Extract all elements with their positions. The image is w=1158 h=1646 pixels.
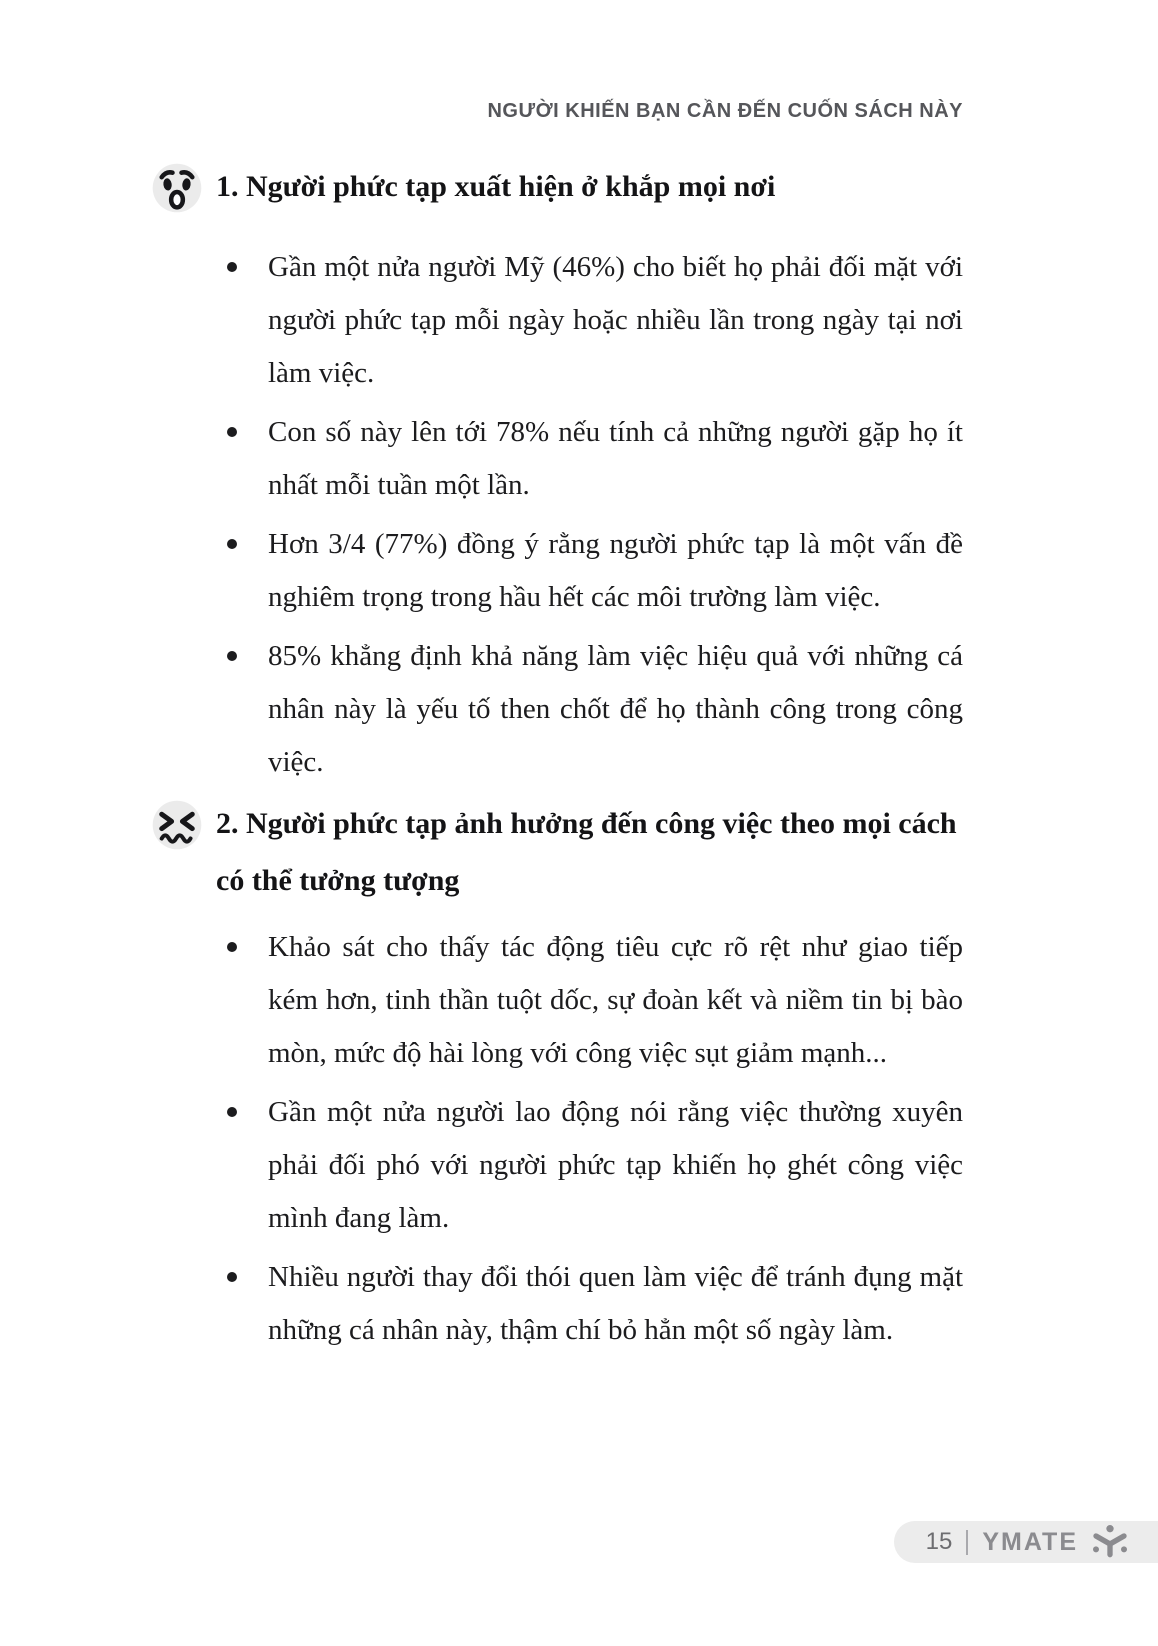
bullet-item: Khảo sát cho thấy tác động tiêu cực rõ rệt như giao tiếp kém hơn, tinh thần tuột dốc, sự đoàn kết và niềm tin bị bào mòn, mức độ hài lòng với công việc sụt giảm mạnh...	[150, 921, 963, 1080]
section-2-title-row	[150, 795, 963, 909]
bullet-item: Gần một nửa người Mỹ (46%) cho biết họ phải đối mặt với người phức tạp mỗi ngày hoặc nhiều lần trong ngày tại nơi làm việc.	[150, 241, 963, 400]
running-head: NGƯỜI KHIẾN BẠN CẦN ĐẾN CUỐN SÁCH NÀY	[487, 100, 963, 122]
section-1	[150, 158, 963, 789]
footer-divider	[966, 1530, 968, 1555]
section-2	[150, 795, 963, 1357]
ymate-person-logo-icon	[1090, 1522, 1130, 1562]
footer-pill	[894, 1521, 1158, 1563]
section-1-title-row	[150, 158, 963, 215]
section-2-heading: 2. Người phức tạp ảnh hưởng đến công việc theo mọi cách có thể tưởng tượng	[216, 807, 957, 897]
page-number: 15	[925, 1528, 953, 1555]
section-2-bullet-list	[150, 921, 963, 1357]
astonished-face-icon	[150, 161, 204, 215]
section-1-bullet-list	[150, 241, 963, 789]
page-content	[150, 158, 963, 1363]
bullet-item: Nhiều người thay đổi thói quen làm việc để tránh đụng mặt những cá nhân này, thậm chí bỏ hẳn một số ngày làm.	[150, 1251, 963, 1357]
bullet-item: Hơn 3/4 (77%) đồng ý rằng người phức tạp là một vấn đề nghiêm trọng trong hầu hết các môi trường làm việc.	[150, 518, 963, 624]
brand-name: YMATE	[982, 1527, 1078, 1556]
bullet-item: Gần một nửa người lao động nói rằng việc thường xuyên phải đối phó với người phức tạp khiến họ ghét công việc mình đang làm.	[150, 1086, 963, 1245]
bullet-item: 85% khẳng định khả năng làm việc hiệu quả với những cá nhân này là yếu tố then chốt để họ thành công trong công việc.	[150, 630, 963, 789]
bullet-item: Con số này lên tới 78% nếu tính cả những người gặp họ ít nhất mỗi tuần một lần.	[150, 406, 963, 512]
section-1-heading: 1. Người phức tạp xuất hiện ở khắp mọi nơi	[216, 170, 776, 203]
confounded-face-icon	[150, 798, 204, 852]
